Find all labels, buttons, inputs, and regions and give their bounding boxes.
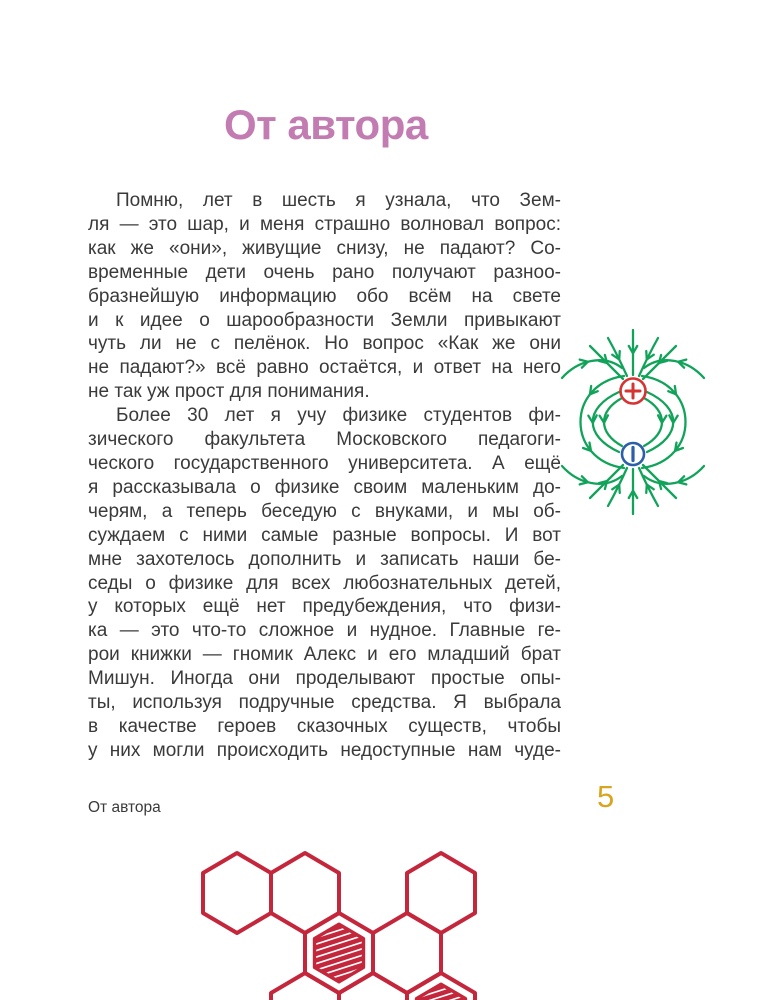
footer-section-label: От автора bbox=[88, 799, 161, 816]
text-line: в качестве героев сказочных существ, чтобы bbox=[88, 715, 561, 737]
text-line: у них могли происходить недоступные нам чуде- bbox=[88, 739, 561, 761]
honeycomb-illustration bbox=[190, 845, 490, 1000]
text-line: временные дети очень рано получают разноо- bbox=[88, 261, 561, 283]
text-line: суждаем с ними самые разные вопросы. И вот bbox=[88, 524, 561, 546]
text-line: ческого государственного университета. А ещё bbox=[88, 452, 561, 474]
text-line: как же «они», живущие снизу, не падают? Со- bbox=[88, 237, 561, 259]
text-line: и к идее о шарообразности Земли привыкают bbox=[88, 309, 561, 331]
text-line: зического факультета Московского педагоги- bbox=[88, 429, 561, 451]
text-line: бразнейшую информацию обо всём на свете bbox=[88, 285, 561, 307]
text-line: не падают?» всё равно остаётся, и ответ на него bbox=[88, 357, 561, 379]
text-line: у которых ещё нет предубеждения, что физи- bbox=[88, 596, 561, 618]
dipole-field-illustration bbox=[560, 318, 706, 518]
text-line: ты, используя подручные средства. Я выбрала bbox=[88, 692, 561, 714]
body-text bbox=[88, 189, 561, 763]
page-number: 5 bbox=[597, 779, 615, 814]
text-line: ля — это шар, и меня страшно волновал вопрос: bbox=[88, 213, 561, 235]
page-title: От автора bbox=[224, 101, 428, 148]
text-line: рои книжки — гномик Алекс и его младший брат bbox=[88, 644, 561, 666]
text-line: Мишун. Иногда они проделывают простые опы- bbox=[88, 668, 561, 690]
text-line: я рассказывала о физике своим маленьким до- bbox=[88, 476, 561, 498]
text-line: не так уж прост для понимания. bbox=[88, 381, 370, 403]
text-line: ка — это что-то сложное и нудное. Главные ге- bbox=[88, 620, 561, 642]
text-line: чуть ли не с пелёнок. Но вопрос «Как же они bbox=[88, 333, 561, 355]
text-line: Помню, лет в шесть я узнала, что Зем- bbox=[116, 190, 561, 211]
hexagon-scribble-fill bbox=[311, 918, 367, 988]
text-line: мне захотелось дополнить и записать наши бе- bbox=[88, 548, 561, 570]
text-line: Более 30 лет я учу физике студентов фи- bbox=[116, 405, 561, 427]
text-line: седы о физике для всех любознательных детей, bbox=[88, 572, 561, 594]
hexagon-cell bbox=[203, 853, 271, 933]
text-line: черям, а теперь беседую с внуками, и мы об- bbox=[88, 500, 561, 522]
